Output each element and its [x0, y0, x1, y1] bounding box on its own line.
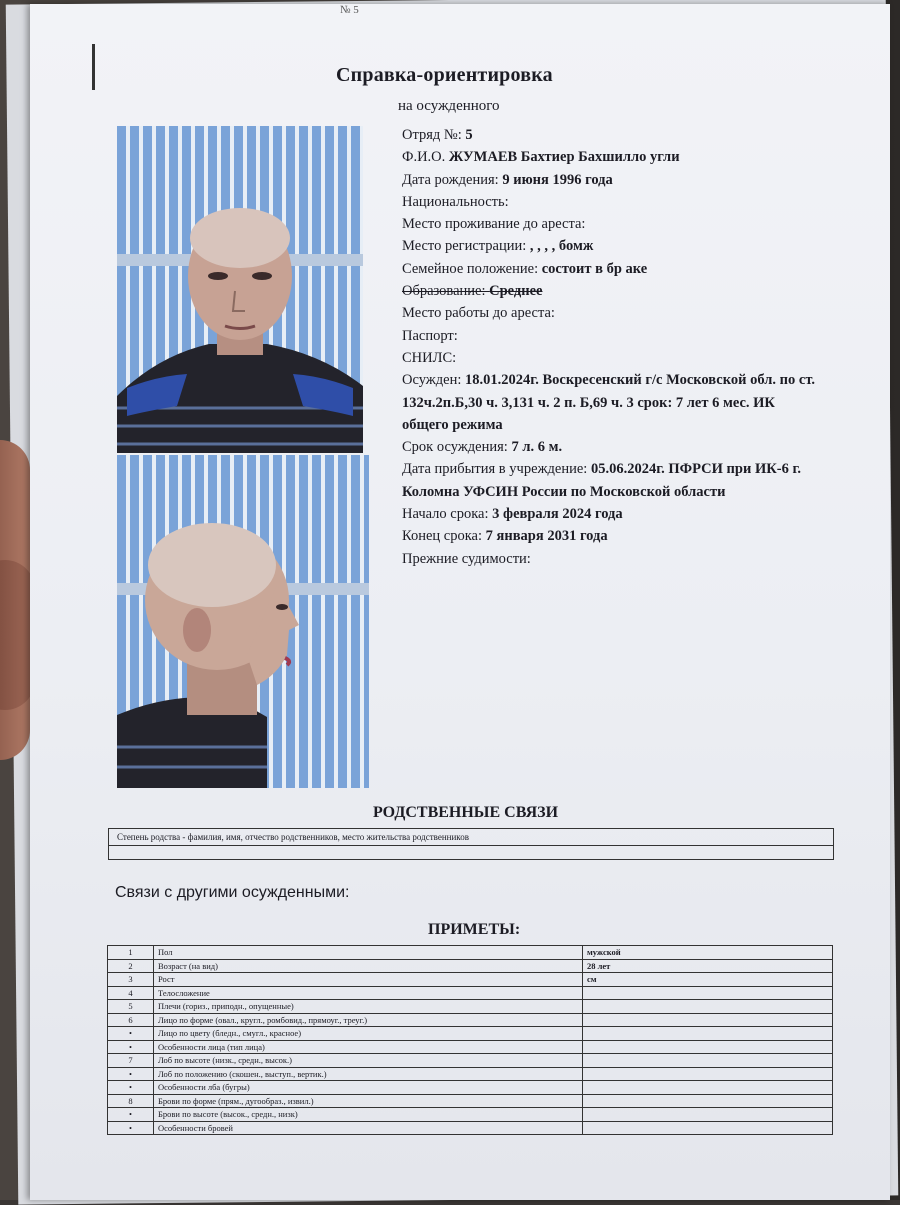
portrait-front-image [117, 126, 363, 453]
signs-row-label: Особенности бровей [154, 1121, 583, 1135]
signs-row-value [583, 1108, 833, 1122]
signs-row-value: мужской [583, 946, 833, 960]
field-term-end: Конец срока: 7 января 2031 года [402, 528, 608, 545]
signs-row-number: 3 [108, 973, 154, 987]
field-marital-status: Семейное положение: состоит в бр аке [402, 260, 648, 277]
signs-row-label: Брови по высоте (высок., средн., низк) [154, 1108, 583, 1122]
signs-row [108, 1081, 833, 1095]
signs-table [107, 945, 833, 1135]
links-label: Связи с другими осужденными: [115, 884, 350, 901]
signs-row-label: Плечи (гориз., приподн., опущенные) [154, 1000, 583, 1014]
signs-row-label: Лоб по высоте (низк., средн., высок.) [154, 1054, 583, 1068]
relatives-table-header: Степень родства - фамилия, имя, отчество родственников, место жительства родственников [109, 829, 833, 846]
field-snils: СНИЛС: [402, 349, 457, 366]
field-list [402, 124, 822, 570]
field-term: Срок осуждения: 7 л. 6 м. [402, 439, 563, 456]
signs-row-value: см [583, 973, 833, 987]
signs-row [108, 1040, 833, 1054]
signs-row [108, 1013, 833, 1027]
field-arrival: Дата прибытия в учреждение: 05.06.2024г. ПФРСИ при ИК-6 г. Коломна УФСИН России по Московской области [402, 461, 802, 500]
field-residence: Место проживание до ареста: [402, 216, 586, 233]
signs-row-number: • [108, 1108, 154, 1122]
signs-row-value [583, 1094, 833, 1108]
signs-row-number: 8 [108, 1094, 154, 1108]
signs-row-value: 28 лет [583, 959, 833, 973]
signs-table-body [108, 946, 833, 1135]
photo-profile [117, 455, 369, 788]
signs-row-number: • [108, 1081, 154, 1095]
signs-row-value [583, 1027, 833, 1041]
signs-row [108, 959, 833, 973]
signs-row-label: Телосложение [154, 986, 583, 1000]
signs-row-label: Лицо по цвету (бледн., смугл., красное) [154, 1027, 583, 1041]
signs-row [108, 1108, 833, 1122]
field-birth-date: Дата рождения: 9 июня 1996 года [402, 171, 613, 188]
signs-row-label: Пол [154, 946, 583, 960]
signs-row-number: • [108, 1027, 154, 1041]
field-passport: Паспорт: [402, 327, 458, 344]
signs-title: ПРИМЕТЫ: [428, 921, 521, 938]
signs-row [108, 1054, 833, 1068]
signs-row-value [583, 1000, 833, 1014]
signs-row-value [583, 1067, 833, 1081]
signs-row-label: Лоб по положению (скошен., выступ., вертик.) [154, 1067, 583, 1081]
signs-row-number: • [108, 1067, 154, 1081]
signs-row-number: • [108, 1040, 154, 1054]
signs-row-number: 1 [108, 946, 154, 960]
signs-row [108, 973, 833, 987]
signs-row-value [583, 1013, 833, 1027]
field-sentence: Осужден: 18.01.2024г. Воскресенский г/с Московской обл. по ст. 132ч.2п.Б,30 ч. 3,131 ч. 2 п. Б,69 ч. 3 срок: 7 лет 6 мес. ИК общего режима [402, 372, 815, 433]
field-full-name: Ф.И.О. ЖУМАЕВ Бахтиер Бахшилло угли [402, 149, 680, 166]
signs-row-label: Особенности лица (тип лица) [154, 1040, 583, 1054]
signs-row [108, 986, 833, 1000]
field-prior-convictions: Прежние судимости: [402, 550, 531, 567]
signs-row [108, 1067, 833, 1081]
signs-row [108, 1000, 833, 1014]
signs-row-label: Рост [154, 973, 583, 987]
signs-row [108, 946, 833, 960]
relatives-table [108, 828, 834, 860]
signs-row-value [583, 986, 833, 1000]
signs-row-value [583, 1054, 833, 1068]
field-term-start: Начало срока: 3 февраля 2024 года [402, 506, 623, 523]
signs-row-number: 2 [108, 959, 154, 973]
signs-row-number: 5 [108, 1000, 154, 1014]
signs-row-number: 6 [108, 1013, 154, 1027]
signs-row-number: 4 [108, 986, 154, 1000]
signs-row-label: Возраст (на вид) [154, 959, 583, 973]
field-nationality: Национальность: [402, 193, 509, 210]
relatives-title: РОДСТВЕННЫЕ СВЯЗИ [373, 804, 559, 821]
field-squad: Отряд №: 5 [402, 127, 473, 143]
signs-row-value [583, 1121, 833, 1135]
portrait-profile-image [117, 455, 369, 788]
signs-row-value [583, 1040, 833, 1054]
document-subtitle: на осужденного [398, 98, 500, 114]
pen-mark [92, 44, 95, 90]
document-title: Справка-ориентировка [336, 64, 553, 86]
signs-row [108, 1094, 833, 1108]
signs-row [108, 1027, 833, 1041]
photo-front [117, 126, 363, 453]
signs-row-label: Особенности лба (бугры) [154, 1081, 583, 1095]
signs-row [108, 1121, 833, 1135]
field-workplace: Место работы до ареста: [402, 305, 555, 322]
field-education: Образование: Среднее [402, 283, 543, 300]
signs-row-number: 7 [108, 1054, 154, 1068]
signs-row-number: • [108, 1121, 154, 1135]
field-registration: Место регистрации: , , , , бомж [402, 238, 594, 255]
signs-row-label: Лицо по форме (овал., кругл., ромбовид., прямоуг., треуг.) [154, 1013, 583, 1027]
top-note: № 5 [340, 4, 359, 16]
signs-row-value [583, 1081, 833, 1095]
signs-row-label: Брови по форме (прям., дугообраз., извил.) [154, 1094, 583, 1108]
